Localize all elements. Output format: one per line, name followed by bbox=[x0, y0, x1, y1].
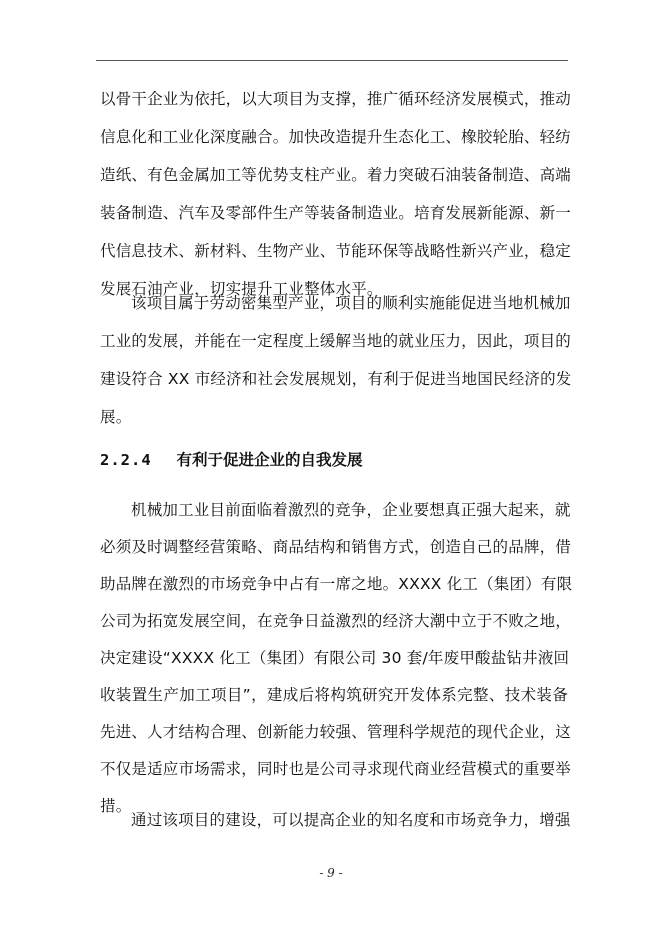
page-number: - 9 - bbox=[319, 866, 343, 880]
paragraph-line: 展。 bbox=[100, 408, 132, 426]
paragraph-line: 先进、人才结构合理、创新能力较强、管理科学规范的现代企业，这 bbox=[100, 723, 572, 741]
section-heading bbox=[100, 448, 363, 470]
paragraph-line: 不仅是适应市场需求，同时也是公司寻求现代商业经营模式的重要举 bbox=[100, 760, 572, 778]
header-rule bbox=[96, 60, 568, 61]
paragraph-line: 公司为拓宽发展空间，在竞争日益激烈的经济大潮中立于不败之地， bbox=[100, 612, 572, 630]
paragraph-line: 通过该项目的建设，可以提高企业的知名度和市场竞争力，增强 bbox=[131, 811, 571, 829]
paragraph-line: 以骨干企业为依托，以大项目为支撑，推广循环经济发展模式，推动 bbox=[100, 90, 572, 108]
section-number: 2.2.4 bbox=[100, 451, 152, 469]
paragraph-line: 决定建设“XXXX 化工（集团）有限公司 30 套/年废甲酸盐钻井液回 bbox=[100, 649, 570, 667]
paragraph-line: 收装置生产加工项目”，建成后将构筑研究开发体系完整、技术装备 bbox=[100, 686, 568, 704]
paragraph-line: 代信息技术、新材料、生物产业、节能环保等战略性新兴产业，稳定 bbox=[100, 242, 572, 260]
paragraph-line: 措。 bbox=[100, 797, 132, 815]
paragraph-line: 必须及时调整经营策略、商品结构和销售方式，创造自己的品牌，借 bbox=[100, 538, 572, 556]
paragraph-line: 装备制造、汽车及零部件生产等装备制造业。培育发展新能源、新一 bbox=[100, 204, 572, 222]
paragraph-line: 工业的发展，并能在一定程度上缓解当地的就业压力，因此，项目的 bbox=[100, 332, 572, 350]
paragraph-line: 造纸、有色金属加工等优势支柱产业。着力突破石油装备制造、高端 bbox=[100, 166, 572, 184]
paragraph-line: 发展石油产业，切实提升工业整体水平。 bbox=[100, 280, 383, 298]
paragraph-line: 助品牌在激烈的市场竞争中占有一席之地。XXXX 化工（集团）有限 bbox=[100, 575, 573, 593]
paragraph-line: 信息化和工业化深度融合。加快改造提升生态化工、橡胶轮胎、轻纺 bbox=[100, 128, 572, 146]
paragraph-line: 建设符合 XX 市经济和社会发展规划，有利于促进当地国民经济的发 bbox=[100, 370, 572, 388]
paragraph-line: 机械加工业目前面临着激烈的竞争，企业要想真正强大起来，就 bbox=[131, 501, 571, 519]
section-title: 有利于促进企业的自我发展 bbox=[176, 451, 363, 469]
paragraph-line: 该项目属于劳动密集型产业，项目的顺利实施能促进当地机械加 bbox=[131, 294, 571, 312]
